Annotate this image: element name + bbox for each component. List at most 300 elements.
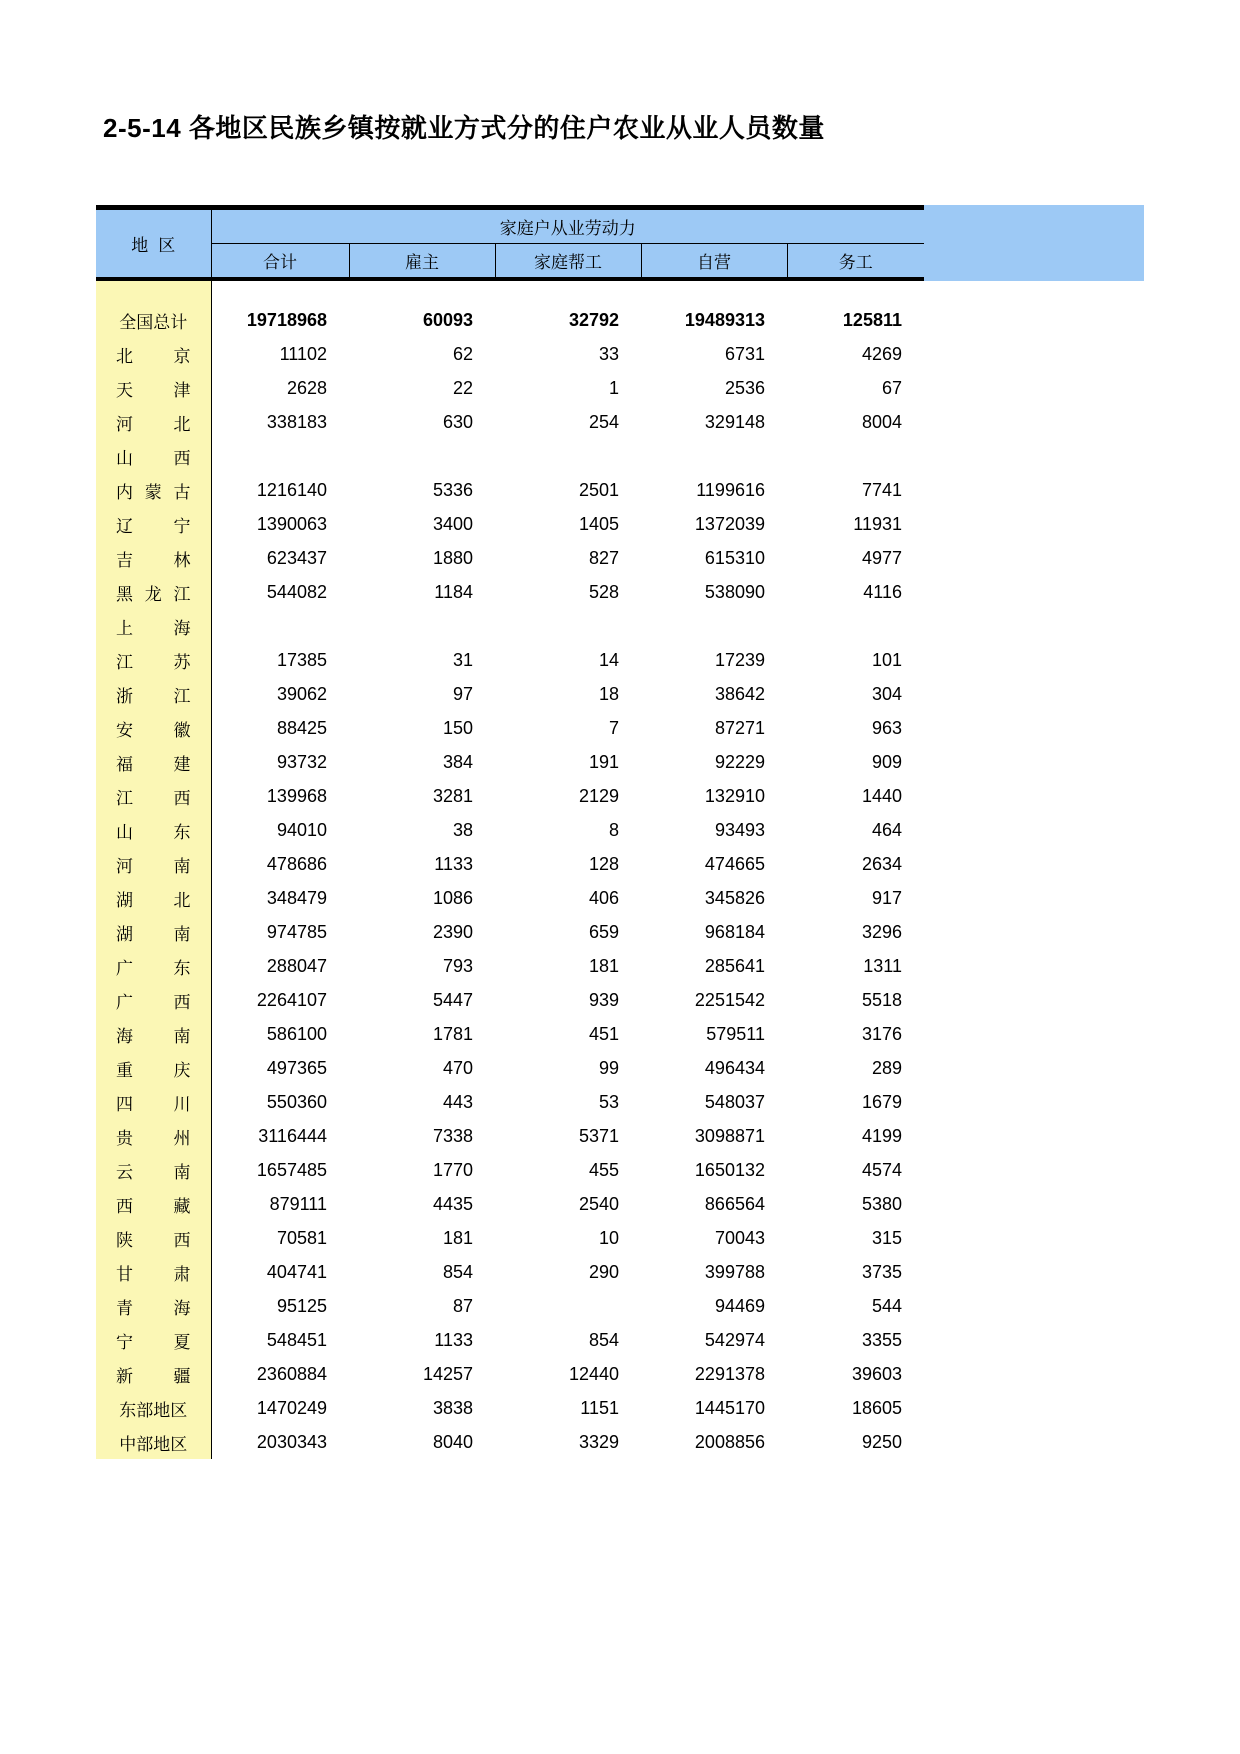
region-label: 宁夏: [116, 1332, 191, 1352]
cell-wage_worker: 2634: [861, 853, 902, 874]
row-right-filler: [924, 575, 1144, 609]
cell-employer: [349, 439, 495, 473]
region-label: 新疆: [116, 1366, 191, 1386]
cell-total: 139968: [266, 785, 327, 806]
cell-self_employed: [641, 439, 787, 473]
row-header-region: [96, 1425, 211, 1459]
cell-employer: 31: [452, 649, 473, 670]
cell-total: [211, 609, 349, 643]
table-row: [96, 1323, 1144, 1357]
cell-total: 39062: [276, 683, 327, 704]
row-header-region: [96, 711, 211, 745]
row-header-region: [96, 609, 211, 643]
row-header-region: [96, 439, 211, 473]
table-row: [96, 847, 1144, 881]
table-row: [96, 745, 1144, 779]
cell-family_helper: [495, 1289, 641, 1323]
cell-wage_worker: 4574: [861, 1159, 902, 1180]
row-header-region: [96, 643, 211, 677]
cell-wage_worker: 3176: [861, 1023, 902, 1044]
row-right-filler: [924, 643, 1144, 677]
region-label: 河北: [116, 414, 191, 434]
cell-employer: 470: [442, 1057, 473, 1078]
region-label: 福建: [116, 754, 191, 774]
table-row: [96, 439, 1144, 473]
column-header-self-employed: 自营: [641, 244, 787, 278]
cell-self_employed: 6731: [724, 343, 765, 364]
cell-self_employed: 329148: [704, 411, 765, 432]
cell-employer: 3400: [432, 513, 473, 534]
cell-family_helper: 8: [608, 819, 619, 840]
cell-wage_worker: 11931: [853, 513, 902, 534]
region-label: 安徽: [116, 720, 191, 740]
row-right-filler: [924, 813, 1144, 847]
cell-wage_worker: 9250: [861, 1431, 902, 1452]
cell-total: [211, 439, 349, 473]
cell-wage_worker: 39603: [851, 1363, 902, 1384]
region-label: 湖北: [116, 890, 191, 910]
row-header-region: [96, 1153, 211, 1187]
cell-wage_worker: 304: [871, 683, 902, 704]
cell-family_helper: 528: [588, 581, 619, 602]
spacer-region-cell: [96, 281, 211, 303]
cell-family_helper: 14: [598, 649, 619, 670]
cell-total: 17385: [276, 649, 327, 670]
cell-family_helper: 827: [588, 547, 619, 568]
table-row: [96, 1425, 1144, 1459]
cell-wage_worker: 1679: [861, 1091, 902, 1112]
row-header-region: [96, 371, 211, 405]
row-right-filler: [924, 779, 1144, 813]
spacer-cell: [641, 281, 787, 303]
cell-family_helper: 939: [588, 989, 619, 1010]
cell-wage_worker: 5518: [861, 989, 902, 1010]
region-label: 海南: [116, 1026, 191, 1046]
cell-total: 2360884: [256, 1363, 327, 1384]
row-header-region: [96, 1017, 211, 1051]
cell-wage_worker: 1311: [863, 955, 902, 976]
table-row: [96, 507, 1144, 541]
row-header-region: [96, 541, 211, 575]
table-header: [96, 205, 1144, 281]
region-label: 江苏: [116, 652, 191, 672]
cell-employer: 2390: [432, 921, 473, 942]
table-row: [96, 1221, 1144, 1255]
cell-self_employed: 866564: [704, 1193, 765, 1214]
cell-employer: 14257: [422, 1363, 473, 1384]
region-label: 吉林: [116, 550, 191, 570]
region-label: 湖南: [116, 924, 191, 944]
column-header-employer: 雇主: [349, 244, 495, 278]
column-group-header-household-labor: 家庭户从业劳动力: [211, 210, 924, 244]
cell-wage_worker: 4977: [861, 547, 902, 568]
cell-wage_worker: 18605: [851, 1397, 902, 1418]
row-header-region: [96, 745, 211, 779]
cell-self_employed: 132910: [704, 785, 765, 806]
cell-employer: 3281: [432, 785, 473, 806]
table-row: [96, 1051, 1144, 1085]
cell-total: 348479: [266, 887, 327, 908]
cell-family_helper: 99: [598, 1057, 619, 1078]
row-right-filler: [924, 1323, 1144, 1357]
cell-self_employed: 399788: [704, 1261, 765, 1282]
region-label: 天津: [116, 380, 191, 400]
row-header-region: [96, 1255, 211, 1289]
column-header-wage-worker: 务工: [787, 244, 924, 278]
cell-employer: 1184: [434, 581, 473, 602]
cell-employer: 854: [442, 1261, 473, 1282]
cell-wage_worker: 917: [871, 887, 902, 908]
cell-employer: 62: [452, 343, 473, 364]
region-label: 黑龙江: [116, 584, 191, 604]
table-row: [96, 405, 1144, 439]
cell-employer: 1133: [434, 853, 473, 874]
region-label: 东部地区: [119, 1400, 188, 1420]
region-label: 广东: [116, 958, 191, 978]
cell-wage_worker: 909: [871, 751, 902, 772]
cell-self_employed: 70043: [714, 1227, 765, 1248]
row-right-filler: [924, 473, 1144, 507]
row-right-filler: [924, 1255, 1144, 1289]
cell-family_helper: 32792: [568, 309, 619, 330]
cell-employer: 22: [452, 377, 473, 398]
cell-self_employed: 94469: [714, 1295, 765, 1316]
row-header-region: [96, 1221, 211, 1255]
cell-total: 1470249: [256, 1397, 327, 1418]
cell-self_employed: 474665: [704, 853, 765, 874]
statistics-table: [96, 205, 1144, 1459]
cell-self_employed: 548037: [704, 1091, 765, 1112]
cell-total: 550360: [266, 1091, 327, 1112]
cell-total: 478686: [266, 853, 327, 874]
table-row: [96, 303, 1144, 337]
table-row: [96, 1255, 1144, 1289]
cell-wage_worker: 963: [871, 717, 902, 738]
cell-wage_worker: 4269: [861, 343, 902, 364]
cell-wage_worker: [787, 439, 924, 473]
spacer-cell: [349, 281, 495, 303]
row-right-filler: [924, 1051, 1144, 1085]
cell-employer: 150: [442, 717, 473, 738]
row-right-filler: [924, 1017, 1144, 1051]
row-header-region: [96, 575, 211, 609]
cell-wage_worker: 4116: [863, 581, 902, 602]
table-row: [96, 473, 1144, 507]
spacer-cell: [495, 281, 641, 303]
cell-self_employed: 1445170: [694, 1397, 765, 1418]
cell-self_employed: 345826: [704, 887, 765, 908]
cell-family_helper: 1: [608, 377, 619, 398]
row-header-region: [96, 677, 211, 711]
row-right-filler: [924, 405, 1144, 439]
cell-employer: 630: [442, 411, 473, 432]
row-header-region: [96, 881, 211, 915]
cell-total: 70581: [276, 1227, 327, 1248]
table-row: [96, 813, 1144, 847]
cell-wage_worker: 544: [871, 1295, 902, 1316]
cell-total: 544082: [266, 581, 327, 602]
cell-family_helper: 455: [588, 1159, 619, 1180]
column-header-family-helper: 家庭帮工: [495, 244, 641, 278]
cell-total: 338183: [266, 411, 327, 432]
region-label: 西藏: [116, 1196, 191, 1216]
cell-wage_worker: 3296: [861, 921, 902, 942]
row-right-filler: [924, 1119, 1144, 1153]
cell-self_employed: 542974: [704, 1329, 765, 1350]
row-right-filler: [924, 371, 1144, 405]
region-label: 广西: [116, 992, 191, 1012]
cell-family_helper: 5371: [578, 1125, 619, 1146]
spacer-cell: [787, 281, 924, 303]
statistics-table-container: [96, 205, 1144, 1459]
cell-employer: 3838: [432, 1397, 473, 1418]
spacer-cell: [924, 281, 1144, 303]
cell-total: 2030343: [256, 1431, 327, 1452]
cell-family_helper: 854: [588, 1329, 619, 1350]
region-label: 上海: [116, 618, 191, 638]
row-header-region: [96, 405, 211, 439]
region-label: 辽宁: [116, 516, 191, 536]
cell-self_employed: 17239: [714, 649, 765, 670]
cell-total: 19718968: [246, 309, 327, 330]
cell-employer: 5447: [432, 989, 473, 1010]
table-row: [96, 711, 1144, 745]
spacer-cell: [211, 281, 349, 303]
cell-total: 88425: [276, 717, 327, 738]
cell-family_helper: 128: [588, 853, 619, 874]
region-label: 陕西: [116, 1230, 191, 1250]
cell-family_helper: 2540: [578, 1193, 619, 1214]
row-right-filler: [924, 1187, 1144, 1221]
row-header-region: [96, 1357, 211, 1391]
row-right-filler: [924, 881, 1144, 915]
table-row: [96, 1085, 1144, 1119]
row-header-region: [96, 813, 211, 847]
cell-family_helper: 18: [598, 683, 619, 704]
cell-family_helper: 33: [598, 343, 619, 364]
row-right-filler: [924, 303, 1144, 337]
row-right-filler: [924, 1357, 1144, 1391]
cell-total: 879111: [269, 1193, 327, 1214]
cell-wage_worker: 3735: [861, 1261, 902, 1282]
cell-employer: 1133: [434, 1329, 473, 1350]
header-right-filler: [924, 210, 1144, 277]
row-header-region: [96, 1391, 211, 1425]
row-right-filler: [924, 1391, 1144, 1425]
cell-total: 288047: [266, 955, 327, 976]
cell-self_employed: 538090: [704, 581, 765, 602]
cell-total: 1657485: [256, 1159, 327, 1180]
cell-self_employed: 579511: [706, 1023, 765, 1044]
row-right-filler: [924, 1425, 1144, 1459]
table-row: [96, 915, 1144, 949]
row-right-filler: [924, 983, 1144, 1017]
cell-wage_worker: 7741: [861, 479, 902, 500]
region-label: 四川: [116, 1094, 191, 1114]
cell-self_employed: 93493: [714, 819, 765, 840]
cell-wage_worker: 5380: [861, 1193, 902, 1214]
cell-total: 95125: [276, 1295, 327, 1316]
cell-self_employed: 968184: [704, 921, 765, 942]
row-right-filler: [924, 915, 1144, 949]
table-row: [96, 881, 1144, 915]
cell-self_employed: 496434: [704, 1057, 765, 1078]
cell-family_helper: [495, 439, 641, 473]
cell-employer: 443: [442, 1091, 473, 1112]
region-label: 内蒙古: [116, 482, 191, 502]
cell-self_employed: 1199616: [696, 479, 765, 500]
table-row: [96, 575, 1144, 609]
row-right-filler: [924, 507, 1144, 541]
cell-employer: 1086: [432, 887, 473, 908]
region-label: 浙江: [116, 686, 191, 706]
table-row: [96, 1289, 1144, 1323]
cell-total: 2628: [286, 377, 327, 398]
cell-self_employed: 92229: [714, 751, 765, 772]
row-right-filler: [924, 1289, 1144, 1323]
cell-self_employed: 2251542: [694, 989, 765, 1010]
cell-wage_worker: [787, 609, 924, 643]
cell-self_employed: 2008856: [694, 1431, 765, 1452]
row-header-region: [96, 915, 211, 949]
cell-employer: 5336: [432, 479, 473, 500]
region-label: 山西: [116, 448, 191, 468]
cell-family_helper: 2501: [578, 479, 619, 500]
region-label: 河南: [116, 856, 191, 876]
cell-family_helper: 1405: [578, 513, 619, 534]
table-row: [96, 1187, 1144, 1221]
row-header-region: [96, 1187, 211, 1221]
cell-employer: 97: [452, 683, 473, 704]
region-label: 北京: [116, 346, 191, 366]
page-title: 2-5-14 各地区民族乡镇按就业方式分的住户农业从业人员数量: [103, 113, 825, 143]
row-header-region: [96, 1051, 211, 1085]
region-label: 青海: [116, 1298, 191, 1318]
cell-total: 404741: [266, 1261, 327, 1282]
cell-total: 1390063: [256, 513, 327, 534]
row-header-region: [96, 1323, 211, 1357]
cell-total: 1216140: [256, 479, 327, 500]
cell-employer: 7338: [432, 1125, 473, 1146]
row-header-region: [96, 983, 211, 1017]
row-header-region: [96, 1289, 211, 1323]
cell-wage_worker: 67: [881, 377, 902, 398]
region-label: 甘肃: [116, 1264, 191, 1284]
cell-total: 94010: [276, 819, 327, 840]
cell-self_employed: 87271: [714, 717, 765, 738]
row-right-filler: [924, 1153, 1144, 1187]
cell-employer: 60093: [422, 309, 473, 330]
header-group-row: [96, 210, 1144, 244]
cell-family_helper: 10: [598, 1227, 619, 1248]
table-row: [96, 949, 1144, 983]
region-label: 中部地区: [119, 1434, 188, 1454]
cell-wage_worker: 464: [871, 819, 902, 840]
region-label: 贵州: [116, 1128, 191, 1148]
row-right-filler: [924, 949, 1144, 983]
cell-self_employed: 1650132: [694, 1159, 765, 1180]
table-row: [96, 643, 1144, 677]
table-row: [96, 1391, 1144, 1425]
row-header-region: [96, 507, 211, 541]
table-row: [96, 541, 1144, 575]
cell-family_helper: 181: [588, 955, 619, 976]
cell-family_helper: 7: [608, 717, 619, 738]
cell-family_helper: 290: [588, 1261, 619, 1282]
cell-family_helper: 254: [588, 411, 619, 432]
cell-total: 974785: [266, 921, 327, 942]
region-label: 云南: [116, 1162, 191, 1182]
cell-employer: 4435: [432, 1193, 473, 1214]
cell-total: 623437: [266, 547, 327, 568]
cell-self_employed: 2291378: [694, 1363, 765, 1384]
cell-family_helper: 406: [588, 887, 619, 908]
row-right-filler: [924, 847, 1144, 881]
cell-family_helper: [495, 609, 641, 643]
cell-employer: 793: [442, 955, 473, 976]
row-header-region: [96, 303, 211, 337]
region-label: 山东: [116, 822, 191, 842]
cell-self_employed: [641, 609, 787, 643]
cell-employer: 181: [442, 1227, 473, 1248]
cell-employer: 1880: [432, 547, 473, 568]
cell-wage_worker: 101: [871, 649, 902, 670]
cell-family_helper: 451: [588, 1023, 619, 1044]
table-row: [96, 609, 1144, 643]
cell-employer: 8040: [432, 1431, 473, 1452]
cell-wage_worker: 289: [871, 1057, 902, 1078]
cell-employer: 1781: [432, 1023, 473, 1044]
cell-wage_worker: 8004: [861, 411, 902, 432]
column-header-total: 合计: [211, 244, 349, 278]
cell-family_helper: 53: [598, 1091, 619, 1112]
row-header-region: [96, 779, 211, 813]
table-row: [96, 983, 1144, 1017]
cell-family_helper: 12440: [568, 1363, 619, 1384]
cell-wage_worker: 315: [871, 1227, 902, 1248]
cell-total: 93732: [276, 751, 327, 772]
cell-wage_worker: 3355: [861, 1329, 902, 1350]
row-header-region: [96, 337, 211, 371]
cell-self_employed: 285641: [704, 955, 765, 976]
column-header-region: 地区: [96, 210, 211, 277]
cell-total: 497365: [266, 1057, 327, 1078]
cell-total: 3116444: [258, 1125, 327, 1146]
cell-self_employed: 38642: [714, 683, 765, 704]
table-spacer-row: [96, 281, 1144, 303]
row-right-filler: [924, 541, 1144, 575]
row-header-region: [96, 473, 211, 507]
table-row: [96, 779, 1144, 813]
cell-total: 548451: [266, 1329, 327, 1350]
row-header-region: [96, 949, 211, 983]
cell-family_helper: 659: [588, 921, 619, 942]
row-right-filler: [924, 711, 1144, 745]
row-right-filler: [924, 609, 1144, 643]
cell-self_employed: 19489313: [684, 309, 765, 330]
region-label: 江西: [116, 788, 191, 808]
table-row: [96, 371, 1144, 405]
row-right-filler: [924, 745, 1144, 779]
row-right-filler: [924, 677, 1144, 711]
row-header-region: [96, 847, 211, 881]
table-row: [96, 337, 1144, 371]
cell-employer: [349, 609, 495, 643]
region-label: 全国总计: [119, 312, 188, 332]
cell-wage_worker: 1440: [861, 785, 902, 806]
row-right-filler: [924, 337, 1144, 371]
table-row: [96, 1119, 1144, 1153]
